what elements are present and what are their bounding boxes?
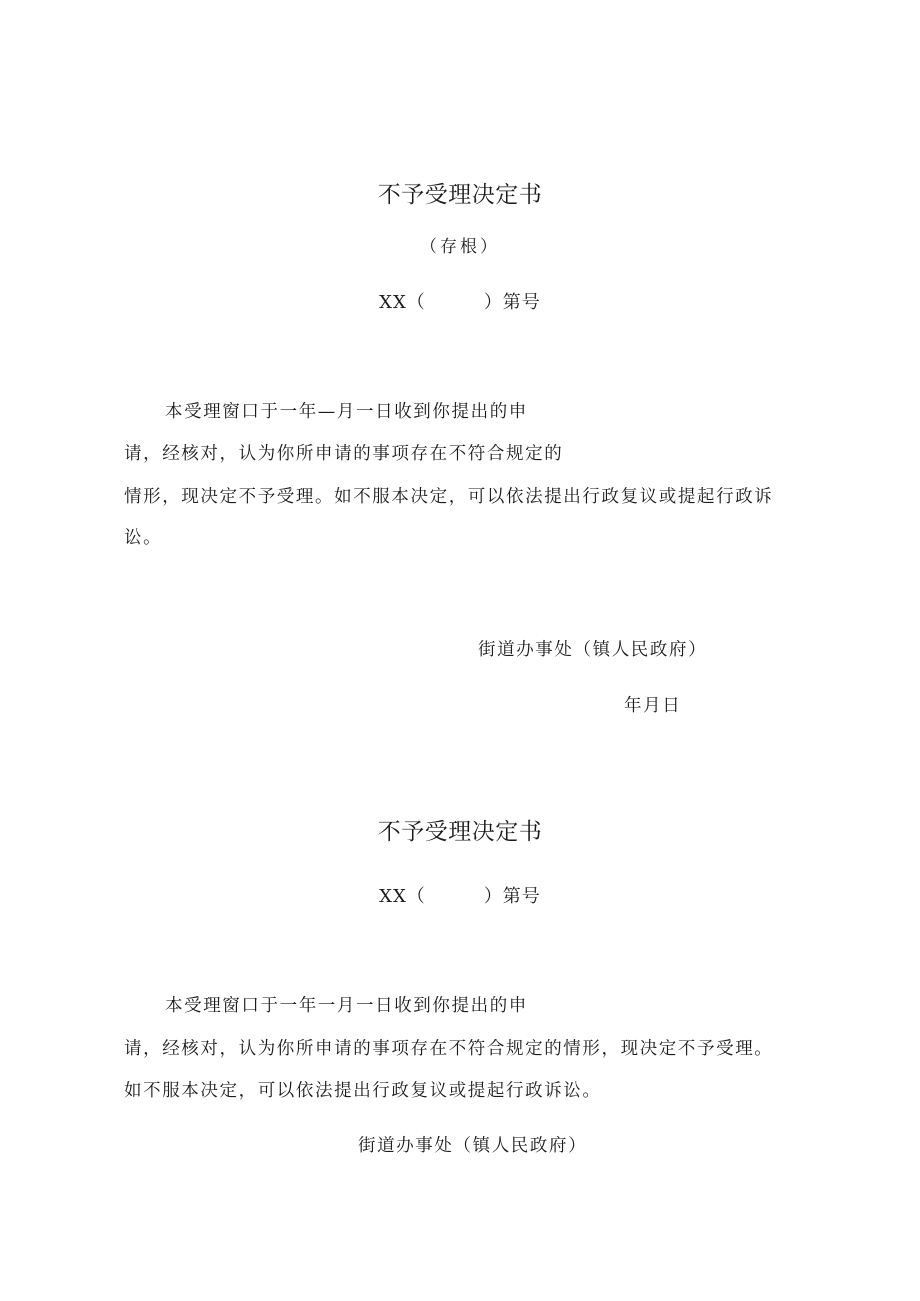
notice-docno-suffix: ）第号 bbox=[483, 886, 541, 907]
stub-docno-suffix: ）第号 bbox=[483, 292, 541, 313]
notice-body-line-2: 请，经核对，认为你所申请的事项存在不符合规定的情形，现决定不予受理。 bbox=[124, 1039, 774, 1059]
stub-body-line-1: 本受理窗口于一年—月一日收到你提出的申 bbox=[165, 402, 528, 422]
notice-signature: 街道办事处（镇人民政府） bbox=[358, 1136, 588, 1156]
stub-date: 年月日 bbox=[624, 696, 682, 716]
notice-title: 不予受理决定书 bbox=[377, 819, 543, 845]
notice-document-number bbox=[0, 882, 920, 908]
notice-body-line-3: 如不服本决定，可以依法提出行政复议或提起行政诉讼。 bbox=[124, 1081, 602, 1101]
stub-body-line-2: 请，经核对，认为你所申请的事项存在不符合规定的 bbox=[124, 444, 564, 464]
stub-body-line-4: 讼。 bbox=[124, 528, 163, 548]
stub-signature: 街道办事处（镇人民政府） bbox=[478, 640, 708, 660]
notice-body-line-1: 本受理窗口于一年一月一日收到你提出的申 bbox=[165, 996, 528, 1016]
stub-title: 不予受理决定书 bbox=[377, 182, 543, 208]
stub-body-line-3: 情形，现决定不予受理。如不服本决定，可以依法提出行政复议或提起行政诉 bbox=[124, 487, 774, 507]
notice-docno-prefix: XX（ bbox=[379, 886, 426, 907]
stub-document-number bbox=[0, 288, 920, 314]
stub-docno-prefix: XX（ bbox=[379, 292, 426, 313]
stub-subtitle: （存根） bbox=[420, 237, 500, 257]
